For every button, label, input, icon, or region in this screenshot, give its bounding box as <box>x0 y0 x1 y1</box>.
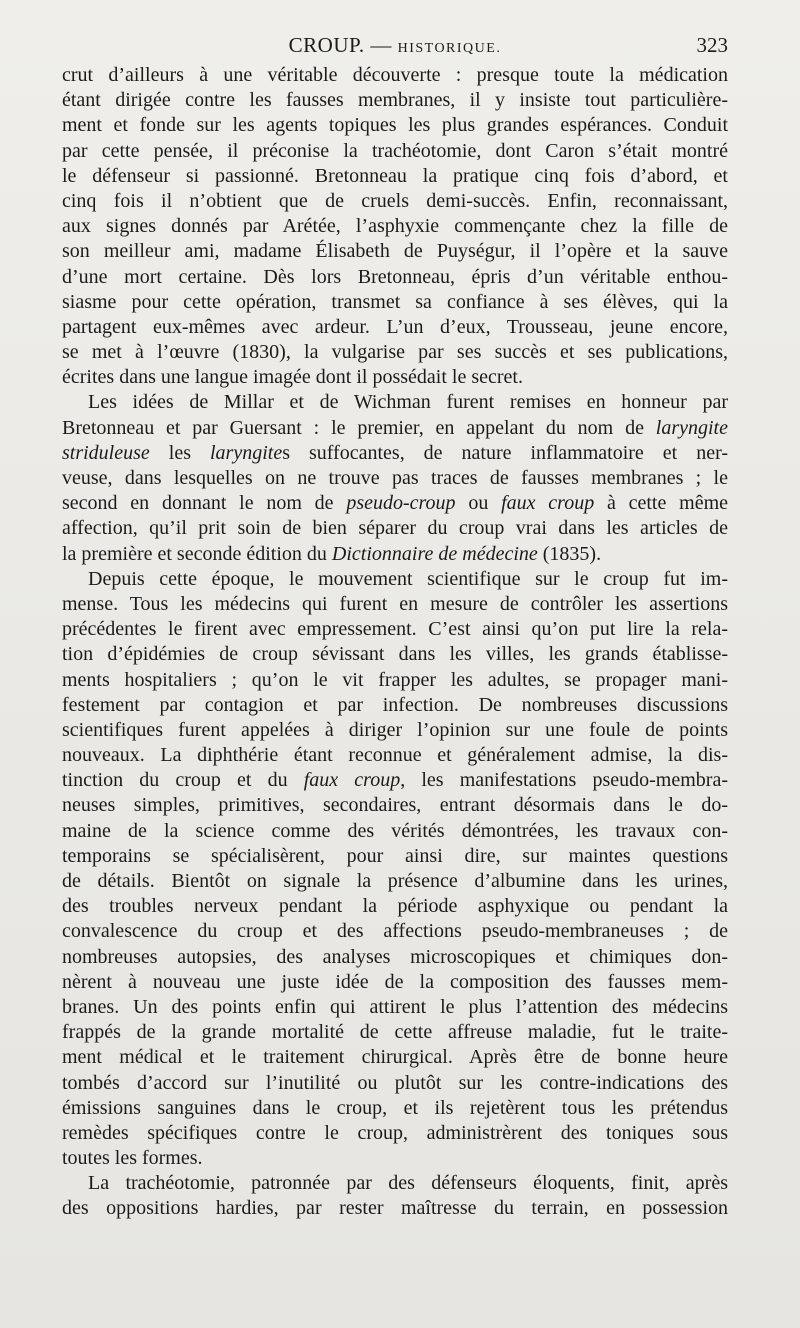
text-line: convalescence du croup et des affections pseudo-membraneuses ; de <box>62 920 728 943</box>
text-line: étant dirigée contre les fausses membranes, il y insiste tout particulière- <box>62 89 728 112</box>
text-line: tinction du croup et du faux croup, les manifestations pseudo-membra- <box>62 769 728 792</box>
text-line: Depuis cette époque, le mouvement scientifique sur le croup fut im- <box>88 567 728 590</box>
text-line: tombés d’accord sur l’inutilité ou plutôt sur les contre-indications des <box>62 1071 728 1094</box>
text-line: affection, qu’il prit soin de bien séparer du croup vrai dans les articles de <box>62 517 728 540</box>
text-line: striduleuse les laryngites suffocantes, de nature inflammatoire et ner- <box>62 441 728 464</box>
section-title: HISTORIQUE. <box>397 41 502 56</box>
header-dash: — <box>370 33 392 57</box>
text-line: tion d’épidémies de croup sévissant dans les villes, les grands établisse- <box>62 643 728 666</box>
italic-term: pseudo-croup <box>346 492 456 515</box>
text-line: festement par contagion et par infection. De nombreuses discussions <box>62 693 728 716</box>
text-line: nèrent à nouveau une juste idée de la composition des fausses mem- <box>62 970 728 993</box>
text-line: Bretonneau et par Guersant : le premier, en appelant du nom de laryngite <box>62 416 728 439</box>
text-line: mense. Tous les médecins qui furent en mesure de contrôler les assertions <box>62 592 728 615</box>
page-number: 323 <box>696 33 728 57</box>
text-line: partagent eux-mêmes avec ardeur. L’un d’eux, Trousseau, jeune encore, <box>62 315 728 338</box>
text-line: la première et seconde édition du Dictionnaire de médecine (1835). <box>62 542 602 565</box>
text-line: second en donnant le nom de pseudo-croup ou faux croup à cette même <box>62 492 728 515</box>
text-line: neuses simples, primitives, secondaires, entrant désormais dans le do- <box>62 794 728 817</box>
text-line: crut d’ailleurs à une véritable découverte : presque toute la médication <box>62 64 728 86</box>
text-line: par cette pensée, il préconise la trachéotomie, dont Caron s’était montré <box>62 139 728 162</box>
text-line: des oppositions hardies, par rester maîtresse du terrain, en possession <box>62 1197 728 1220</box>
running-title <box>62 30 728 64</box>
text-line: remèdes spécifiques contre le croup, administrèrent des toniques sous <box>62 1121 728 1144</box>
text-line: frappés de la grande mortalité de cette affreuse maladie, fut le traite- <box>62 1021 728 1044</box>
text-line: scientifiques furent appelées à diriger l’opinion sur une foule de points <box>62 718 728 741</box>
text-line: des troubles nerveux pendant la période asphyxique ou pendant la <box>62 895 728 918</box>
text-line: le défenseur si passionné. Bretonneau la pratique cinq fois d’abord, et <box>62 164 728 187</box>
text-line: ment et fonde sur les agents topiques les plus grandes espérances. Conduit <box>62 114 728 137</box>
italic-term: faux croup <box>501 492 595 515</box>
text-line: nouveaux. La diphthérie étant reconnue et généralement admise, la dis- <box>62 744 728 767</box>
text-line: cinq fois il n’obtient que de cruels demi-succès. Enfin, reconnaissant, <box>62 189 728 212</box>
text-line: temporains se spécialisèrent, pour ainsi dire, sur maintes questions <box>62 844 728 867</box>
italic-term: laryngite <box>209 441 283 464</box>
text-line: toutes les formes. <box>62 1147 203 1170</box>
italic-term: Dictionnaire de médecine <box>331 542 538 565</box>
text-line: nombreuses autopsies, des analyses microscopiques et chimiques don- <box>62 945 728 968</box>
text-line: de détails. Bientôt on signale la présence d’albumine dans les urines, <box>62 870 728 892</box>
italic-term: faux croup <box>303 769 401 792</box>
text-line: écrites dans une langue imagée dont il possédait le secret. <box>62 366 523 389</box>
text-line: veuse, dans lesquelles on ne trouve pas traces de fausses membranes ; le <box>62 467 728 489</box>
italic-term: laryngite <box>655 416 728 439</box>
text-line: ments hospitaliers ; qu’on le vit frapper les adultes, se propager mani- <box>62 668 728 691</box>
running-header <box>62 30 728 60</box>
text-line: son meilleur ami, madame Élisabeth de Puységur, il l’opère et la sauve <box>62 240 728 263</box>
italic-term: striduleuse <box>62 441 150 464</box>
text-line: Les idées de Millar et de Wichman furent remises en honneur par <box>88 391 728 414</box>
text-line: branes. Un des points enfin qui attirent le plus l’attention des médecins <box>62 995 728 1018</box>
text-line: d’une mort certaine. Dès lors Bretonneau, épris d’un véritable enthou- <box>62 265 728 288</box>
chapter-title: CROUP. <box>288 33 365 57</box>
text-line: maine de la science comme des vérités démontrées, les travaux con- <box>62 819 728 842</box>
text-line: émissions sanguines dans le croup, et ils rejetèrent tous les prétendus <box>62 1096 728 1119</box>
body-text <box>62 63 728 1222</box>
text-line: aux signes donnés par Arétée, l’asphyxie commençante chez la fille de <box>62 215 728 238</box>
text-line: La trachéotomie, patronnée par des défenseurs éloquents, finit, après <box>88 1172 728 1195</box>
text-line: ment médical et le traitement chirurgical. Après être de bonne heure <box>62 1046 728 1069</box>
text-line: se met à l’œuvre (1830), la vulgarise par ses succès et ses publications, <box>62 341 728 364</box>
text-line: siasme pour cette opération, transmet sa confiance à ses élèves, qui la <box>62 290 728 313</box>
text-line: précédentes le firent avec empressement. C’est ainsi qu’on put lire la rela- <box>62 618 728 641</box>
